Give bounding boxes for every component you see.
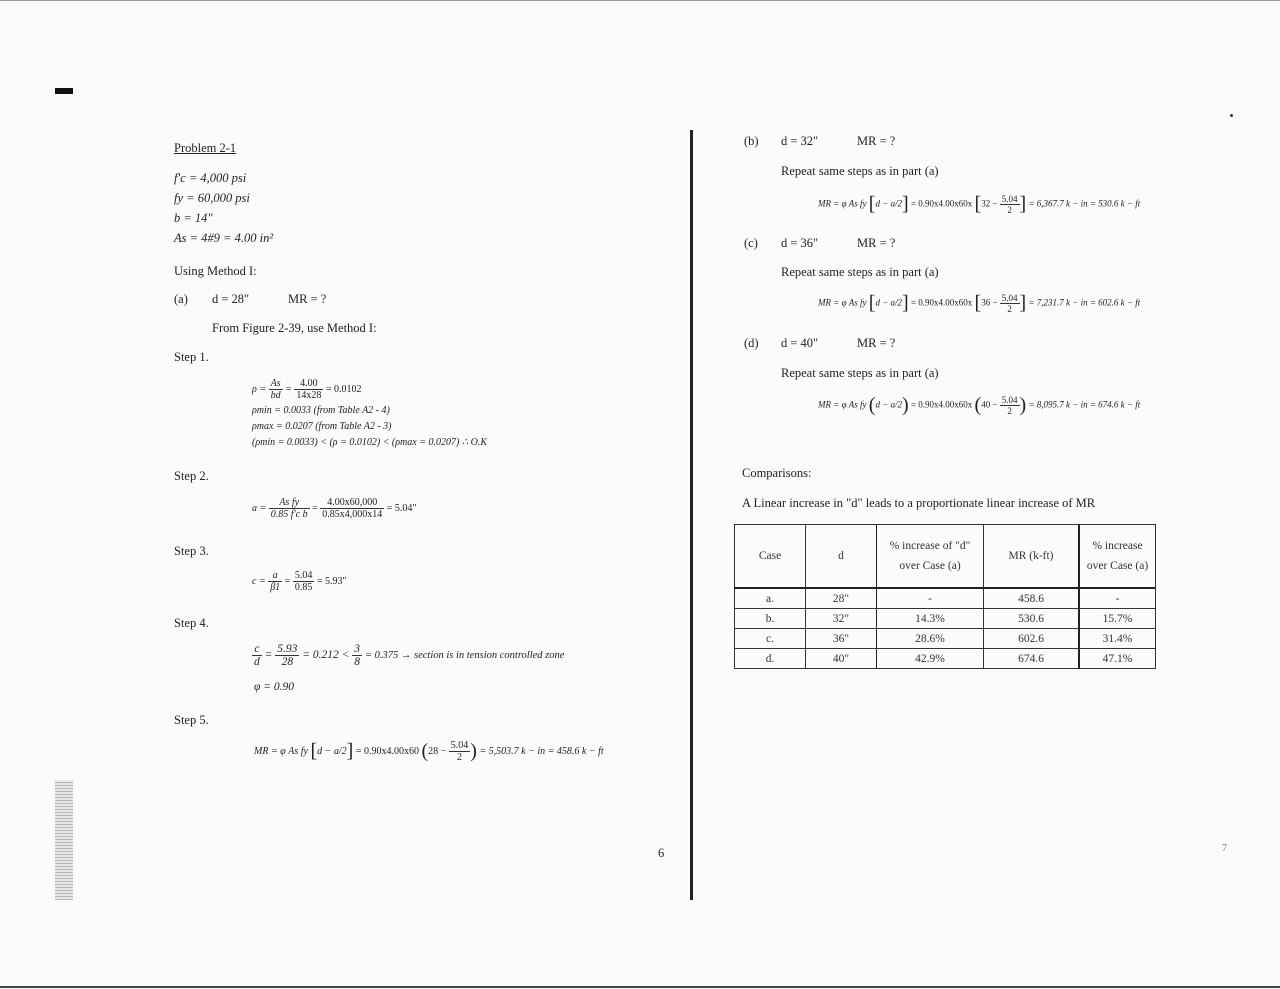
step5-paren-open: (	[421, 740, 429, 762]
step2-lhs: a =	[252, 502, 267, 514]
cell-mr: 602.6	[984, 629, 1080, 649]
step2-label: Step 2.	[174, 469, 209, 483]
step3-result: = 5.93"	[316, 575, 347, 587]
step5-mid: = 0.90x4.00x60	[355, 745, 419, 757]
step4-frac1	[252, 643, 262, 668]
page-number-right: 7	[1222, 843, 1227, 854]
table-row	[735, 629, 1156, 649]
eq-b-mid: = 0.90x4.00x60x	[910, 198, 973, 209]
repeat-b: Repeat same steps as in part (a)	[781, 164, 939, 178]
eq-c-lhs: MR = φ As fy	[818, 297, 867, 308]
problem-title: Problem 2-1	[174, 141, 237, 155]
eq-c-inner: d − a/2	[875, 297, 903, 308]
eq-d-frac-den: 2	[1007, 406, 1012, 416]
cell-d: 28"	[806, 588, 877, 609]
table-row	[735, 588, 1156, 609]
step2-eq: a = $\frac{\text{As fy}}{\text{0.85 f'c b}}$ = $\frac{4.00x60,000}{0.85x4,000x14}$ = 5.04"	[252, 497, 417, 520]
figure-note: From Figure 2-39, use Method I:	[212, 321, 377, 335]
header-d: d	[806, 525, 877, 589]
step4-eq: $\frac{c}{d}$ = $\frac{5.93}{28}$ = 0.212 < $\frac{3}{8}$ = 0.375 → section is in tension controlled zone	[254, 643, 565, 668]
part-a-d: d = 28"	[212, 292, 250, 306]
part-a-mr: MR = ?	[288, 292, 327, 306]
repeat-d: Repeat same steps as in part (a)	[781, 366, 939, 380]
step4-frac3	[352, 643, 362, 668]
step4-frac1-num: c	[252, 643, 262, 656]
eq-c-mid: = 0.90x4.00x60x	[910, 297, 973, 308]
step5-paren-close: )	[470, 740, 477, 762]
step2-frac1-den: 0.85 f'c b	[270, 509, 308, 520]
step2-result: = 5.04"	[386, 502, 417, 514]
eq-b-lhs: MR = φ As fy	[818, 198, 867, 209]
binder-mark	[55, 88, 73, 94]
part-b-label: (b)	[744, 134, 759, 148]
cell-case: c.	[735, 629, 806, 649]
eq-b	[818, 193, 1140, 216]
step5-result: = 5,503.7 k − in = 458.6 k − ft	[479, 745, 604, 757]
step3-eq: c = $\frac{a}{\beta 1}$ = $\frac{5.04}{0.85}$ = 5.93"	[252, 570, 347, 593]
part-b-mr: MR = ?	[857, 134, 896, 148]
eq-c-result: = 7,231.7 k − in = 602.6 k − ft	[1028, 297, 1141, 308]
step3-frac1	[268, 570, 282, 593]
dot-mark	[1230, 114, 1233, 117]
eq-c-inner2: 36 −	[981, 297, 998, 308]
cell-mr: 530.6	[984, 609, 1080, 629]
eq-c-paren-close: ]	[1019, 292, 1027, 314]
step1-rho-eq: ρ = $\frac{As}{bd}$ = $\frac{4.00}{14x28}$ = 0.0102	[252, 378, 362, 401]
eq-d-mid: = 0.90x4.00x60x	[910, 399, 973, 410]
table-header-row	[735, 525, 1156, 589]
part-d-mr: MR = ?	[857, 336, 896, 350]
part-d-d: d = 40"	[781, 336, 819, 350]
step3-frac2	[293, 570, 315, 593]
eq-b-frac	[1000, 194, 1020, 215]
step3-lhs: c =	[252, 575, 266, 587]
step3-frac2-den: 0.85	[294, 582, 313, 593]
header-case: Case	[735, 525, 806, 589]
step1-label: Step 1.	[174, 350, 209, 364]
step2-frac1	[269, 497, 310, 520]
step5-inner2: 28 −	[428, 745, 447, 757]
step5-label: Step 5.	[174, 713, 209, 727]
header-pct-d: % increase of "d" over Case (a)	[877, 525, 984, 589]
step2-frac1-num: As fy	[269, 497, 310, 509]
given-b: b = 14"	[174, 211, 213, 225]
step5-bracket-open: [	[310, 740, 318, 762]
part-c-mr: MR = ?	[857, 236, 896, 250]
given-as: As = 4#9 = 4.00 in²	[174, 231, 274, 245]
step4-frac2-num: 5.93	[277, 643, 298, 655]
rho-lhs: ρ =	[252, 383, 267, 395]
rho-frac2	[294, 378, 323, 401]
eq-c-frac	[1000, 293, 1020, 314]
step3-frac1-num: a	[268, 570, 282, 582]
eq-b-bracket-open: [	[868, 193, 876, 215]
rho-frac2-num: 4.00	[294, 378, 323, 390]
repeat-c: Repeat same steps as in part (a)	[781, 265, 939, 279]
given-fy: fy = 60,000 psi	[174, 191, 250, 205]
cell-pct-d: 14.3%	[877, 609, 984, 629]
step5-lhs: MR = φ As fy	[254, 745, 308, 757]
step5-frac-num: 5.04	[450, 740, 469, 751]
step2-frac2	[320, 497, 384, 520]
rho-frac-den: bd	[270, 390, 281, 401]
cell-case: b.	[735, 609, 806, 629]
step4-tail: = 0.375 → section is in tension controlled zone	[364, 650, 565, 662]
cell-pct-d: -	[877, 588, 984, 609]
part-c-d: d = 36"	[781, 236, 819, 250]
comparisons-text: A Linear increase in "d" leads to a proportionate linear increase of MR	[742, 496, 1096, 510]
center-gutter	[690, 130, 693, 900]
method-line: Using Method I:	[174, 264, 257, 278]
header-mr: MR (k-ft)	[984, 525, 1080, 589]
step5-eq	[254, 740, 604, 763]
eq-d-result: = 8,095.7 k − in = 674.6 k − ft	[1028, 399, 1141, 410]
eq-d-paren-close: )	[1019, 394, 1027, 416]
top-edge-line	[0, 0, 1280, 1]
eq-c-frac-den: 2	[1007, 304, 1012, 314]
step2-frac2-den: 0.85x4,000x14	[322, 509, 383, 520]
rho-max-line: ρmax = 0.0207 (from Table A2 - 3)	[252, 421, 392, 432]
eq-d-paren-open: (	[974, 394, 982, 416]
given-fc: f'c = 4,000 psi	[174, 171, 247, 185]
eq-b-paren-close: ]	[1019, 193, 1027, 215]
eq-b-inner: d − a/2	[875, 198, 903, 209]
rho-value: = 0.0102	[325, 383, 362, 395]
cell-pct-mr: 47.1%	[1079, 649, 1156, 669]
table-row	[735, 609, 1156, 629]
cell-case: a.	[735, 588, 806, 609]
eq-d-lhs: MR = φ As fy	[818, 399, 867, 410]
eq-d-bracket-open: (	[868, 394, 876, 416]
eq-c-paren-open: [	[974, 292, 982, 314]
cell-case: d.	[735, 649, 806, 669]
eq-c-frac-num: 5.04	[1001, 293, 1018, 303]
table-row	[735, 649, 1156, 669]
part-b-d: d = 32"	[781, 134, 819, 148]
scan-noise-left	[55, 780, 73, 900]
step4-frac3-den: 8	[354, 656, 361, 668]
cell-mr: 458.6	[984, 588, 1080, 609]
eq-d-inner2: 40 −	[981, 399, 998, 410]
eq-b-frac-num: 5.04	[1001, 194, 1018, 204]
eq-c-bracket-open: [	[868, 292, 876, 314]
cell-d: 36"	[806, 629, 877, 649]
cell-pct-mr: -	[1079, 588, 1156, 609]
step5-bracket-close: ]	[346, 740, 354, 762]
step4-frac1-den: d	[254, 656, 260, 668]
eq-b-frac-den: 2	[1007, 205, 1012, 215]
step4-label: Step 4.	[174, 616, 209, 630]
eq-c-bracket-close: ]	[902, 292, 909, 314]
eq-d-bracket-close: )	[902, 394, 909, 416]
eq-b-result: = 6,367.7 k − in = 530.6 k − ft	[1028, 198, 1141, 209]
cell-pct-mr: 15.7%	[1079, 609, 1156, 629]
eq-c	[818, 292, 1140, 315]
cell-pct-d: 42.9%	[877, 649, 984, 669]
step5-frac-den: 2	[457, 752, 463, 763]
cell-pct-d: 28.6%	[877, 629, 984, 649]
step4-phi: φ = 0.90	[254, 681, 294, 693]
rho-min-line: ρmin = 0.0033 (from Table A2 - 4)	[252, 405, 390, 416]
part-d-label: (d)	[744, 336, 759, 350]
step3-label: Step 3.	[174, 544, 209, 558]
step4-frac3-num: 3	[354, 643, 361, 655]
rho-frac	[269, 378, 283, 401]
eq-d-frac	[1000, 395, 1020, 416]
comparison-table	[734, 524, 1156, 669]
cell-pct-mr: 31.4%	[1079, 629, 1156, 649]
eq-d-inner: d − a/2	[875, 399, 903, 410]
eq-b-inner2: 32 −	[981, 198, 998, 209]
page-number-left: 6	[658, 846, 665, 860]
step4-mid: = 0.212 <	[302, 649, 350, 662]
rho-frac-num: As	[270, 378, 281, 389]
step3-frac1-den: β1	[270, 582, 281, 593]
eq-b-bracket-close: ]	[902, 193, 909, 215]
step4-frac2	[275, 643, 299, 668]
step4-frac2-den: 28	[281, 656, 294, 668]
step5-frac	[449, 740, 471, 763]
rho-frac2-den: 14x28	[296, 390, 322, 401]
cell-mr: 674.6	[984, 649, 1080, 669]
header-pct-mr: % increase over Case (a)	[1079, 525, 1156, 589]
step3-frac2-num: 5.04	[294, 570, 313, 581]
eq-b-paren-open: [	[974, 193, 982, 215]
part-a-label: (a)	[174, 292, 188, 306]
eq-d-frac-num: 5.04	[1001, 395, 1018, 405]
rho-check-line: (ρmin = 0.0033) < (ρ = 0.0102) < (ρmax = 0.0207) ∴ O.K	[252, 437, 488, 448]
cell-d: 40"	[806, 649, 877, 669]
bottom-edge-line	[0, 986, 1280, 988]
comparisons-title: Comparisons:	[742, 466, 812, 480]
eq-d	[818, 394, 1140, 417]
part-c-label: (c)	[744, 236, 758, 250]
step5-inner: d − a/2	[317, 745, 347, 757]
cell-d: 32"	[806, 609, 877, 629]
step2-frac2-num: 4.00x60,000	[320, 497, 384, 509]
